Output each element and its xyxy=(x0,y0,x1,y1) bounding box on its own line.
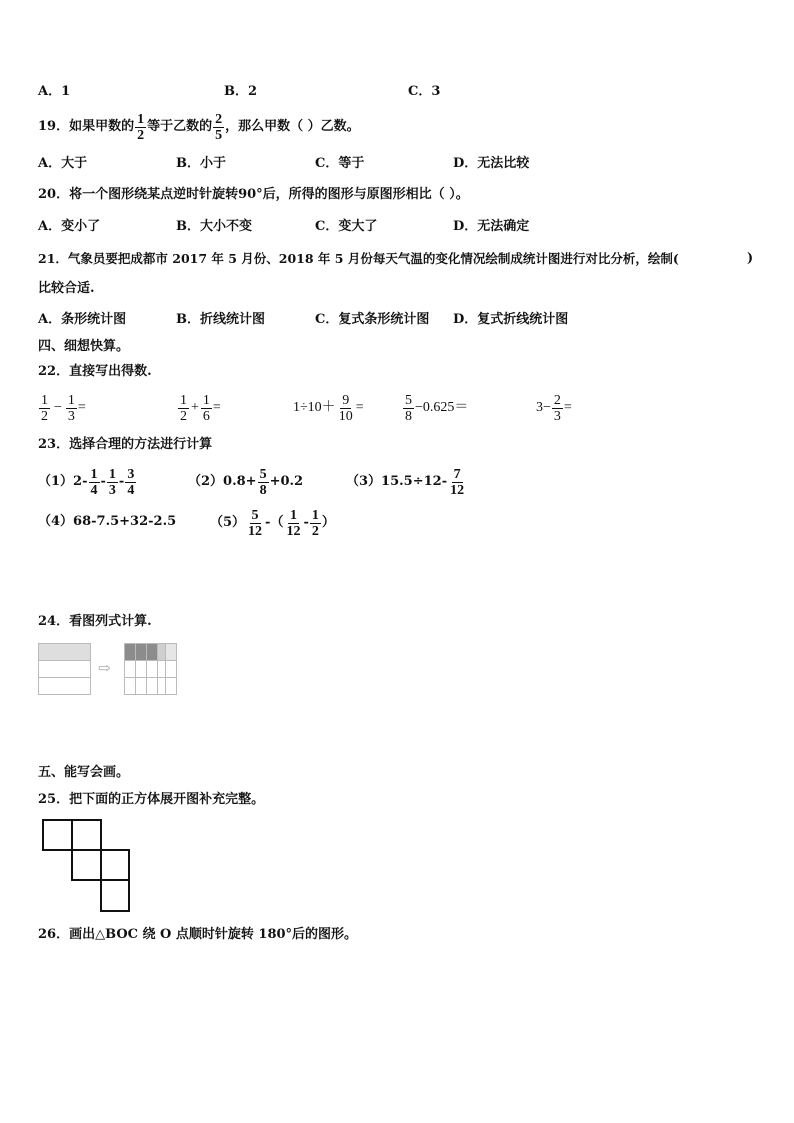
q20-option-c: C．变大了 xyxy=(315,219,378,234)
q21-option-b: B．折线统计图 xyxy=(176,312,265,327)
q20-option-a: A．变小了 xyxy=(38,219,101,234)
q19-fraction-1: $\frac{1}{2}$ xyxy=(137,111,145,143)
q21-option-c: C．复式条形统计图 xyxy=(315,312,430,327)
q25-title: 25．把下面的正方体展开图补充完整。 xyxy=(38,792,265,807)
q21-option-a: A．条形统计图 xyxy=(38,312,127,327)
q19-option-a: A．大于 xyxy=(38,156,88,171)
q22-expression-2: $\frac{1}{2}$ + $\frac{1}{6}$ = xyxy=(180,392,221,424)
q23-problem-5: （5） $\frac{5}{12}$ -（ $\frac{1}{12}$ - $\frac{1}{2}$ ） xyxy=(210,507,335,539)
q23-problem-4: （4）68-7.5+32-2.5 xyxy=(38,514,177,529)
q24-right-figure xyxy=(124,643,178,695)
q22-title: 22．直接写出得数. xyxy=(38,364,152,379)
q19-question xyxy=(38,110,360,144)
q19-option-c: C．等于 xyxy=(315,156,365,171)
q20-option-b: B．大小不变 xyxy=(176,219,252,234)
q19-option-d: D．无法比较 xyxy=(453,156,530,171)
q25-net-square-5 xyxy=(101,880,129,911)
q23-problem-2: （2）0.8+ $\frac{5}{8}$ +0.2 xyxy=(188,466,304,498)
q18-option-a: A．1 xyxy=(38,84,71,99)
q25-net-square-2 xyxy=(72,820,101,850)
q26-title: 26．画出△BOC 绕 O 点顺时针旋转 180°后的图形。 xyxy=(38,927,358,942)
q18-option-b: B．2 xyxy=(224,84,258,99)
q20-question: 20．将一个图形绕某点逆时针旋转90°后，所得的图形与原图形相比（ ）。 xyxy=(38,187,469,202)
q19-text-3: ，那么甲数（ ）乙数。 xyxy=(225,119,360,134)
q24-arrow-icon: ⇨ xyxy=(98,659,111,677)
q21-close-paren: ) xyxy=(747,251,754,266)
q19-option-b: B．小于 xyxy=(176,156,226,171)
q19-text-2: 等于乙数的 xyxy=(147,119,213,134)
q24-left-shaded-row xyxy=(39,644,91,661)
q21-question-line2: 比较合适. xyxy=(38,281,95,296)
q22-expression-1: $\frac{1}{2}$ − $\frac{1}{3}$ = xyxy=(41,392,86,424)
q25-cube-net xyxy=(42,819,132,914)
q21-option-d: D．复式折线统计图 xyxy=(453,312,569,327)
q24-left-figure xyxy=(38,643,92,695)
q24-left-row-3 xyxy=(39,678,91,695)
q24-title: 24．看图列式计算. xyxy=(38,614,152,629)
q19-number: 19． xyxy=(38,119,70,134)
q23-problem-1: （1）2- $\frac{1}{4}$ - $\frac{1}{3}$ - $\frac{3}{4}$ xyxy=(38,466,135,498)
q25-net-square-3 xyxy=(72,850,101,880)
q22-expression-4: $\frac{5}{8}$ −0.625＝ xyxy=(405,392,469,424)
section-5-heading: 五、能写会画。 xyxy=(38,765,130,780)
q22-expression-3: 1÷10＋ $\frac{9}{10}$ = xyxy=(293,392,364,424)
q24-left-row-2 xyxy=(39,661,91,678)
q20-option-d: D．无法确定 xyxy=(453,219,530,234)
q19-text-1: 如果甲数的 xyxy=(69,119,135,134)
q19-fraction-2: $\frac{2}{5}$ xyxy=(215,111,223,143)
q21-question-line1: 21．气象员要把成都市 2017 年 5 月份、2018 年 5 月份每天气温的变化情况绘制成统计图进行对比分析，绘制( xyxy=(38,251,679,266)
q23-title: 23．选择合理的方法进行计算 xyxy=(38,437,213,452)
q23-problem-3: （3）15.5÷12- $\frac{7}{12}$ xyxy=(346,466,465,498)
q25-net-square-1 xyxy=(43,820,72,850)
q18-option-c: C．3 xyxy=(408,84,441,99)
section-4-heading: 四、细想快算。 xyxy=(38,339,130,354)
q22-expression-5: 3− $\frac{2}{3}$ = xyxy=(536,392,572,424)
q25-net-square-4 xyxy=(101,850,129,880)
